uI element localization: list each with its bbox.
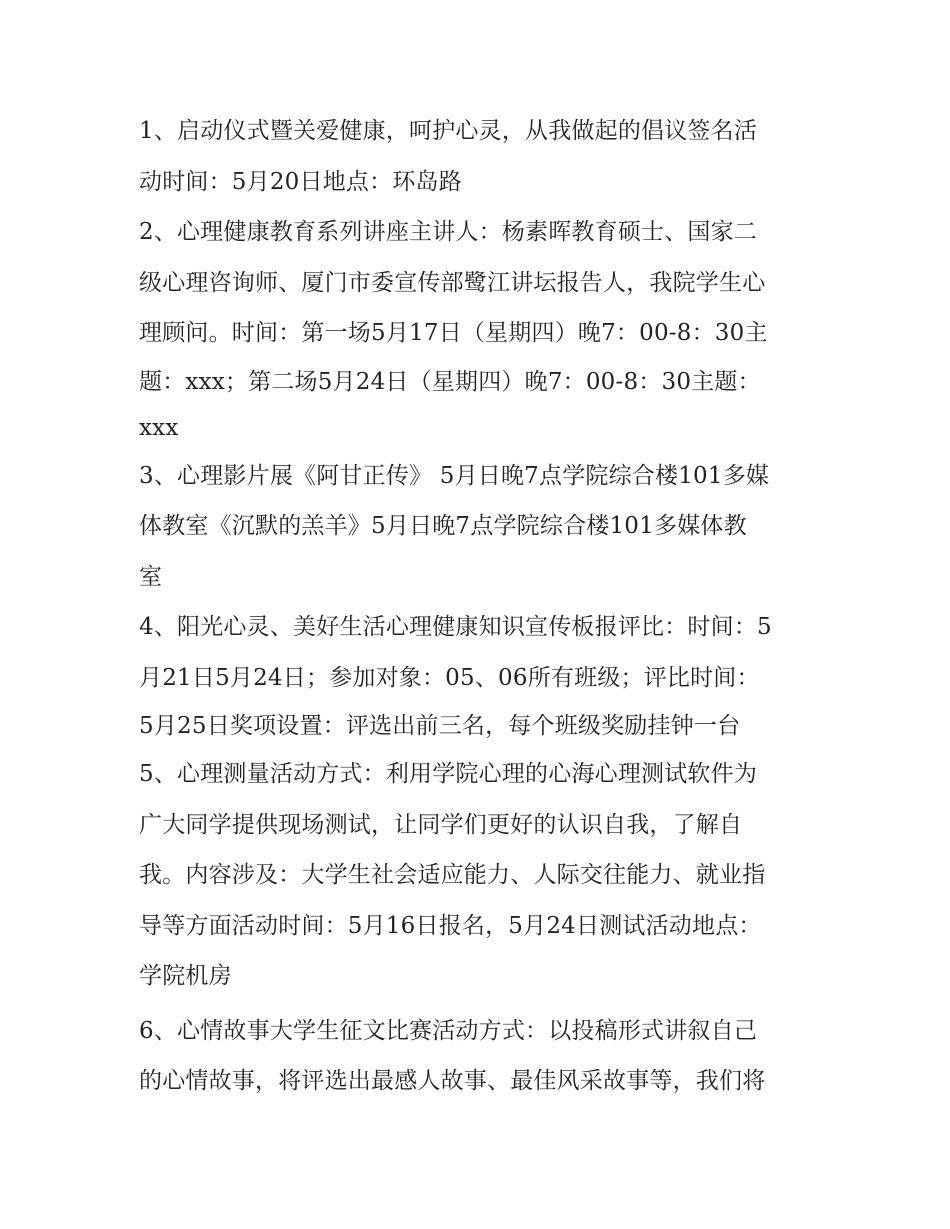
document-body: [139, 106, 819, 1107]
text-line: 室: [139, 563, 163, 590]
text-line: 题：xxx；第二场5月24日（星期四）晚7：00-8：30主题：: [139, 368, 761, 395]
text-line: 广大同学提供现场测试，让同学们更好的认识自我，了解自: [139, 811, 743, 838]
text-line: 6、心情故事大学生征文比赛活动方式：以投稿形式讲叙自己: [139, 1017, 758, 1044]
text-line: 3、心理影片展《阿甘正传》 5月日晚7点学院综合楼101多媒: [139, 462, 770, 489]
text-line: 理顾问。时间：第一场5月17日（星期四）晚7：00-8：30主: [139, 320, 768, 346]
text-line: 月21日5月24日；参加对象：05、06所有班级；评比时间：: [139, 664, 760, 691]
text-line: xxx: [139, 414, 179, 441]
text-line: 5月25日奖项设置：评选出前三名，每个班级奖励挂钟一台: [139, 713, 741, 739]
text-line: 体教室《沉默的羔羊》5月日晚7点学院综合楼101多媒体教: [139, 513, 747, 539]
text-line: 2、心理健康教育系列讲座主讲人：杨素晖教育硕士、国家二: [139, 219, 758, 245]
text-line: 学院机房: [139, 963, 232, 989]
text-line: 5、心理测量活动方式：利用学院心理的心海心理测试软件为: [139, 761, 758, 787]
text-line: 我。内容涉及：大学生社会适应能力、人际交往能力、就业指: [139, 862, 766, 888]
text-line: 的心情故事，将评选出最感人故事、最佳风采故事等，我们将: [139, 1068, 766, 1094]
text-line: 级心理咨询师、厦门市委宣传部鹭江讲坛报告人，我院学生心: [139, 269, 766, 296]
text-line: 4、阳光心灵、美好生活心理健康知识宣传板报评比：时间：5: [139, 614, 772, 640]
text-line: 1、启动仪式暨关爱健康，呵护心灵，从我做起的倡议签名活: [139, 118, 758, 144]
text-line: 动时间：5月20日地点：环岛路: [139, 168, 462, 195]
text-line: 导等方面活动时间：5月16日报名，5月24日测试活动地点：: [139, 912, 762, 939]
